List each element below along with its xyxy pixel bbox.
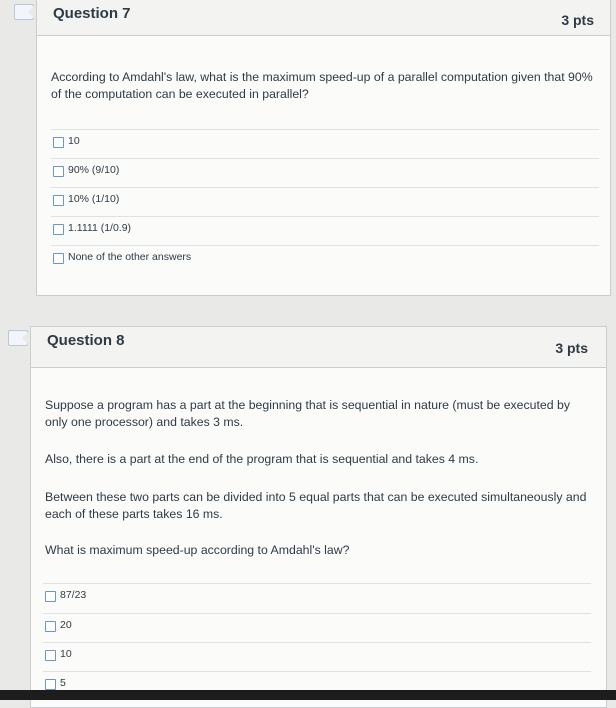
checkbox-icon[interactable] (53, 224, 64, 235)
answer-label: 5 (60, 677, 66, 689)
question-7-card (36, 0, 611, 296)
question-paragraph: What is maximum speed-up according to Amdahl's law? (45, 543, 350, 557)
answer-option[interactable] (43, 583, 591, 610)
answer-option[interactable] (51, 245, 599, 272)
checkbox-icon[interactable] (45, 591, 56, 602)
question-paragraph: Also, there is a part at the end of the program that is sequential and takes 4 ms. (45, 452, 479, 466)
answer-option[interactable] (43, 642, 591, 669)
answer-option[interactable] (51, 216, 599, 243)
question-points: 3 pts (555, 340, 588, 356)
answer-label: 87/23 (60, 589, 87, 601)
checkbox-icon[interactable] (53, 137, 64, 148)
checkbox-icon[interactable] (45, 679, 56, 690)
question-7-header (37, 0, 610, 36)
checkbox-icon[interactable] (45, 621, 56, 632)
question-paragraph: Between these two parts can be divided into 5 equal parts that can be executed simultaneously and each of these parts takes 16 ms. (45, 490, 587, 521)
answer-option[interactable] (43, 613, 591, 640)
question-paragraph: Suppose a program has a part at the beginning that is sequential in nature (must be executed by only one processor) and takes 3 ms. (45, 398, 571, 429)
question-points: 3 pts (561, 12, 594, 28)
checkbox-icon[interactable] (45, 650, 56, 661)
flag-icon[interactable] (14, 4, 34, 20)
question-title: Question 8 (47, 332, 125, 349)
answer-label: 10 (60, 648, 72, 660)
question-title: Question 7 (53, 5, 131, 22)
answer-option[interactable] (51, 129, 599, 156)
checkbox-icon[interactable] (53, 166, 64, 177)
answer-option[interactable] (51, 187, 599, 214)
question-8-header (31, 327, 606, 368)
answer-label: 10% (1/10) (68, 193, 120, 205)
answer-label: 10 (68, 135, 80, 147)
answer-label: 90% (9/10) (68, 164, 120, 176)
answer-label: 20 (60, 619, 72, 631)
answer-option[interactable] (51, 158, 599, 185)
screen-bottom-edge (0, 690, 616, 700)
answer-label: 1.1111 (1/0.9) (68, 222, 132, 234)
answer-label: None of the other answers (68, 251, 192, 263)
checkbox-icon[interactable] (53, 253, 64, 264)
question-8-card (30, 326, 607, 708)
checkbox-icon[interactable] (53, 195, 64, 206)
flag-icon[interactable] (8, 330, 28, 346)
question-text: According to Amdahl's law, what is the maximum speed-up of a parallel computation given that 90% of the computation can be executed in parallel? (51, 70, 593, 101)
